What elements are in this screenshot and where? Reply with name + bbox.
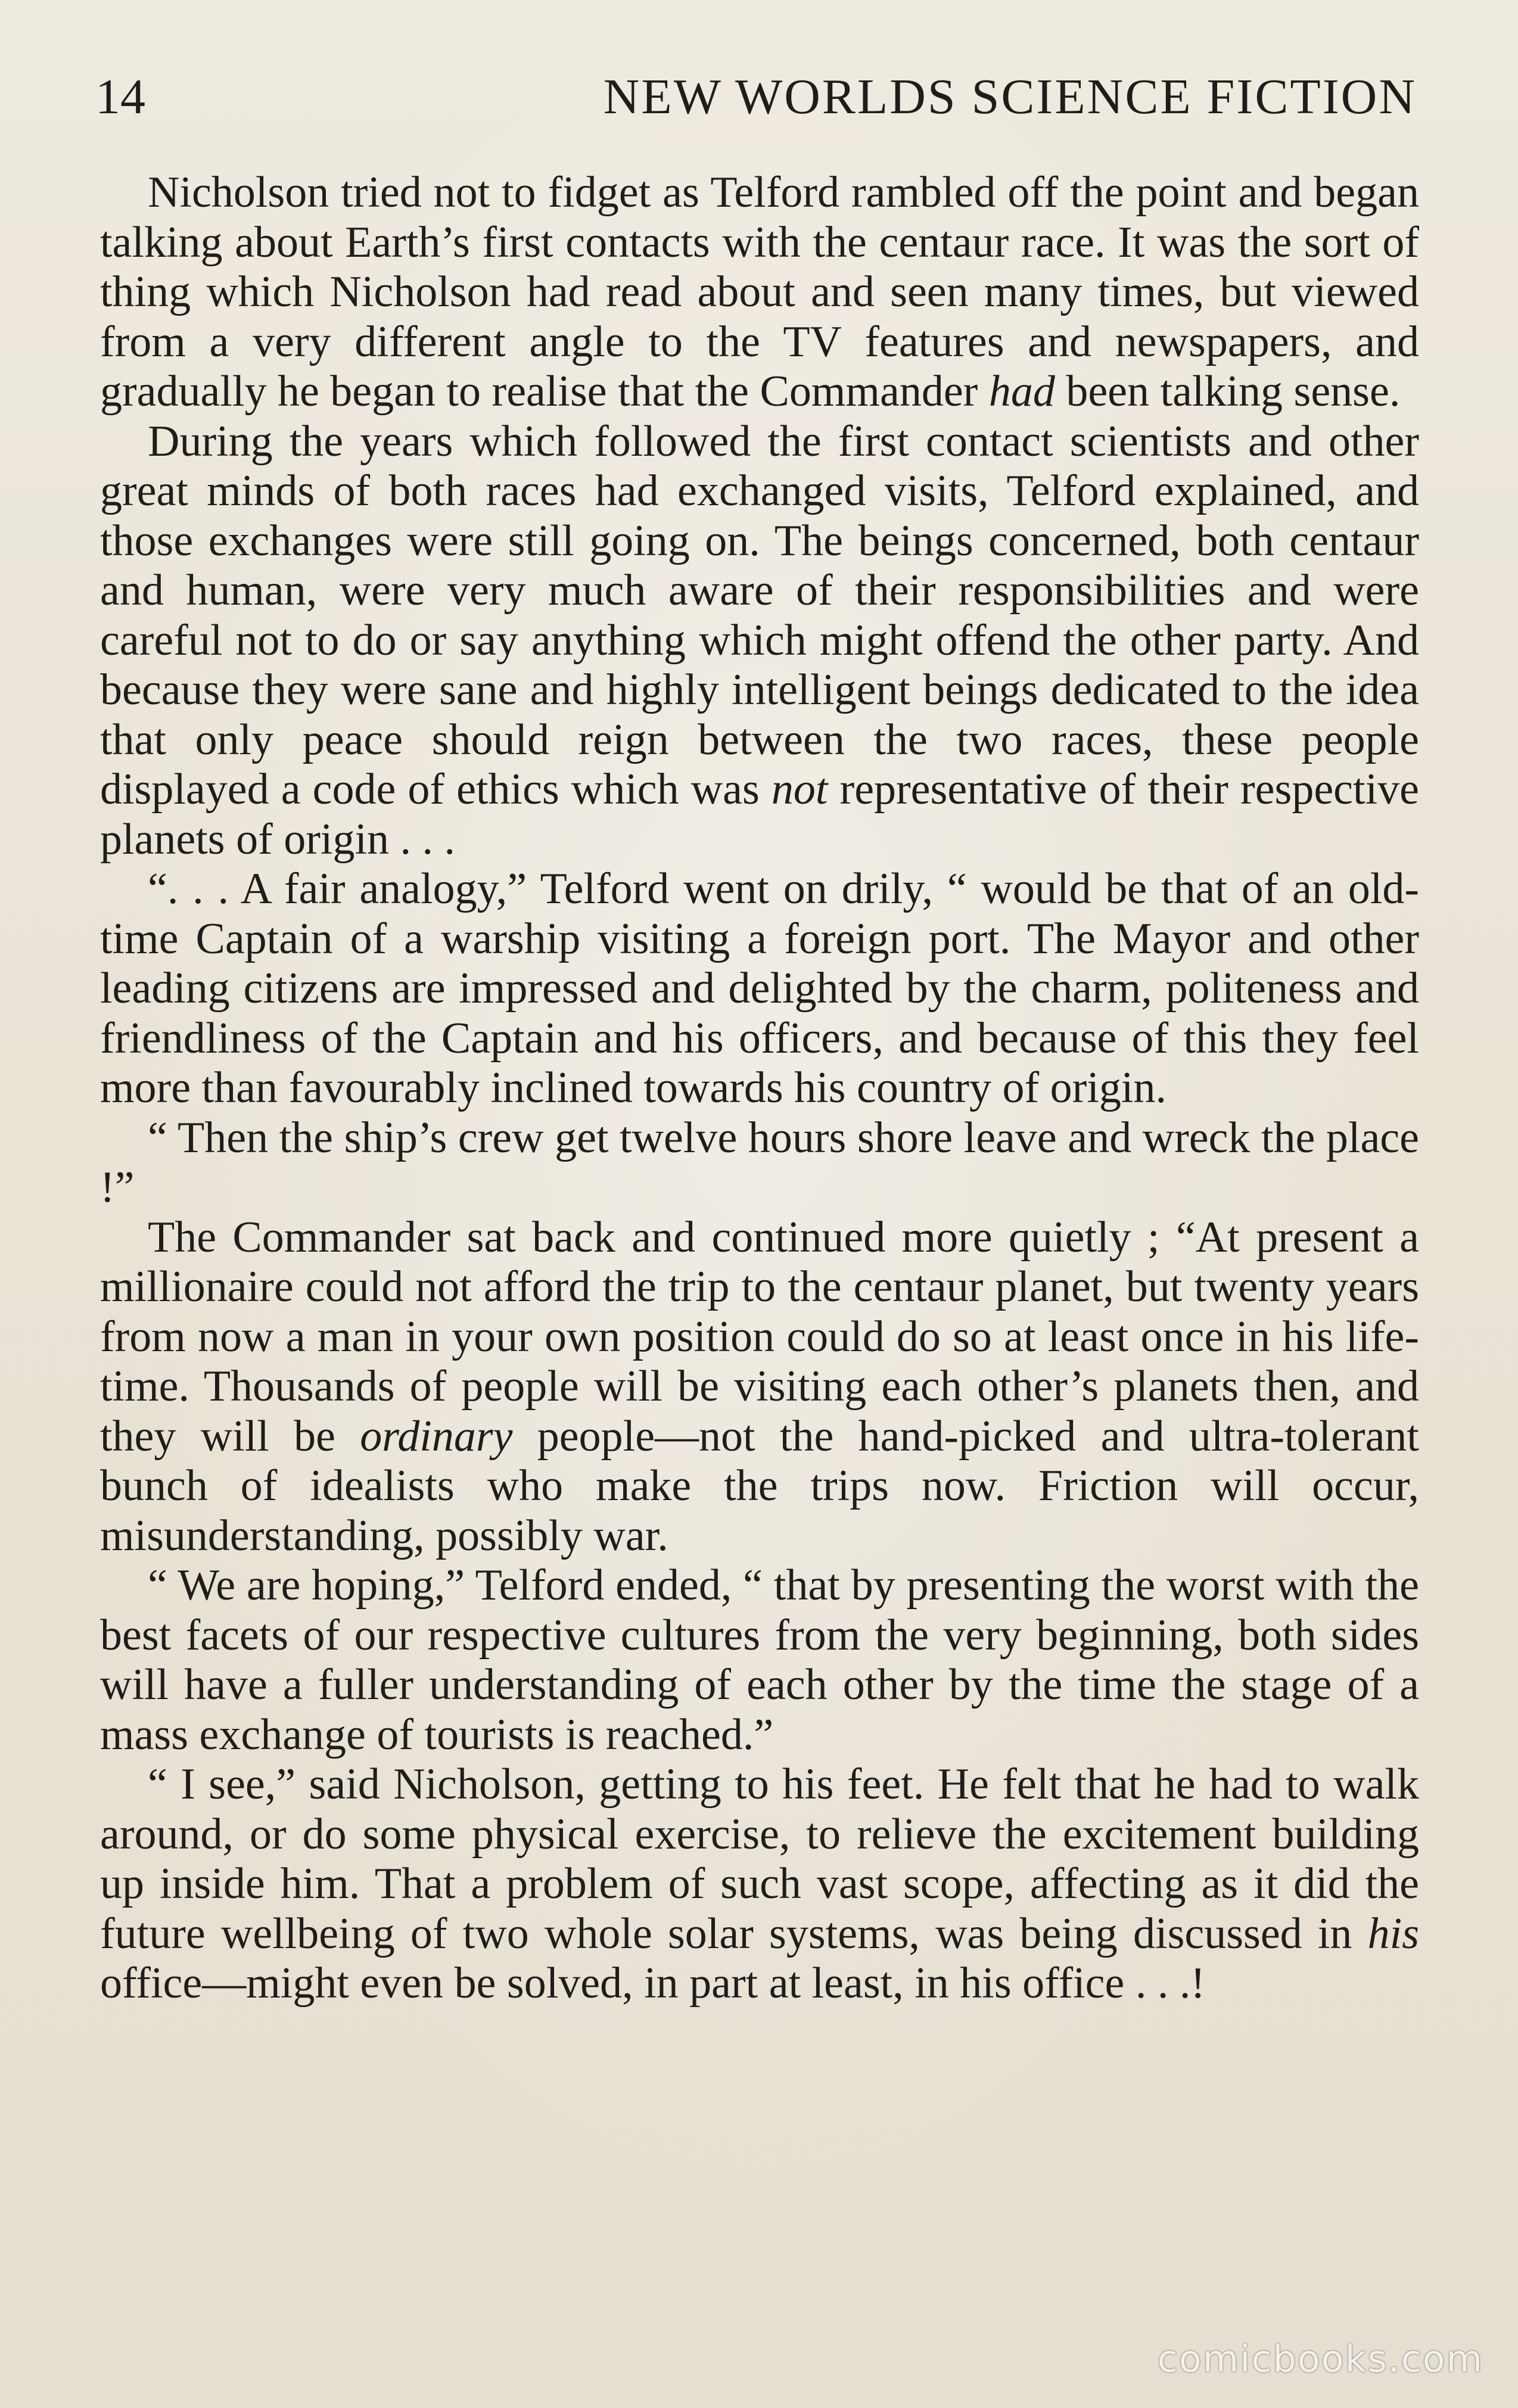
paragraph-text: people—not the hand-picked and ultra-tolerant bunch of idealists who make the trips now. Friction will occur, misunderstanding, possibly war. [100, 1411, 1419, 1560]
paragraph [100, 1213, 1419, 1561]
magazine-title: NEW WORLDS SCIENCE FICTION [603, 69, 1417, 125]
paragraph-text: office—might even be solved, in part at least, in his office . . .! [100, 1959, 1205, 2008]
emphasized-word: his [1367, 1909, 1419, 1958]
paragraph [100, 1760, 1419, 2009]
paragraph-text: been talking sense. [1054, 367, 1401, 416]
paragraph-text: The Commander sat back and continued more quietly ; “At present a millionaire could not afford the trip to the centaur planet, but twenty years from now a man in your own position could do so at least once in his life-time. Thousands of people will be visiting each other’s planets then, and they will be [100, 1212, 1419, 1461]
paragraph [100, 1561, 1419, 1760]
running-head [95, 64, 1417, 130]
paragraph [100, 168, 1419, 417]
paragraph-text: “ We are hoping,” Telford ended, “ that by presenting the worst with the best facets of our respective cultures from the very beginning, both sides will have a fuller understanding of each other by the time the stage of a mass exchange of tourists is reached.” [100, 1561, 1419, 1759]
watermark: comicbooks.com [1157, 2337, 1483, 2381]
emphasized-word: ordinary [360, 1411, 513, 1461]
paragraph-text: “ I see,” said Nicholson, getting to his feet. He felt that he had to walk around, or do some physical exercise, to relieve the excitement building up inside him. That a problem of such vast scope, affecting as it did the future wellbeing of two whole solar systems, was being discussed in [100, 1760, 1419, 1958]
paragraph-text: “. . . A fair analogy,” Telford went on drily, “ would be that of an old-time Captain of a warship visiting a foreign port. The Mayor and other leading citizens are impressed and delighted by the charm, politeness and friendliness of the Captain and his officers, and because of this they feel more than favourably inclined towards his country of origin. [100, 864, 1419, 1112]
paragraph [100, 417, 1419, 865]
emphasized-word: had [988, 367, 1055, 416]
paragraph-text: representative of their respective planets of origin . . . [100, 765, 1419, 864]
paragraph-text: Nicholson tried not to fidget as Telford rambled off the point and began talking about Earth’s first contacts with the centaur race. It was the sort of thing which Nicholson had read about and seen many times, but viewed from a very different angle to the TV features and newspapers, and gradually he began to realise that the Commander [100, 168, 1419, 416]
emphasized-word: not [771, 765, 828, 814]
paragraph-text: During the years which followed the first contact scientists and other great minds of both races had exchanged visits, Telford explained, and those exchanges were still going on. The beings concerned, both centaur and human, were very much aware of their responsibilities and were careful not to do or say anything which might offend the other party. And because they were sane and highly intelligent beings dedicated to the idea that only peace should reign between the two races, these people displayed a code of ethics which was [100, 416, 1419, 814]
page-number: 14 [95, 69, 145, 125]
paragraph [100, 1113, 1419, 1213]
paragraph [100, 864, 1419, 1113]
paragraph-text: “ Then the ship’s crew get twelve hours shore leave and wreck the place !” [100, 1113, 1419, 1212]
story-text [100, 168, 1419, 2009]
